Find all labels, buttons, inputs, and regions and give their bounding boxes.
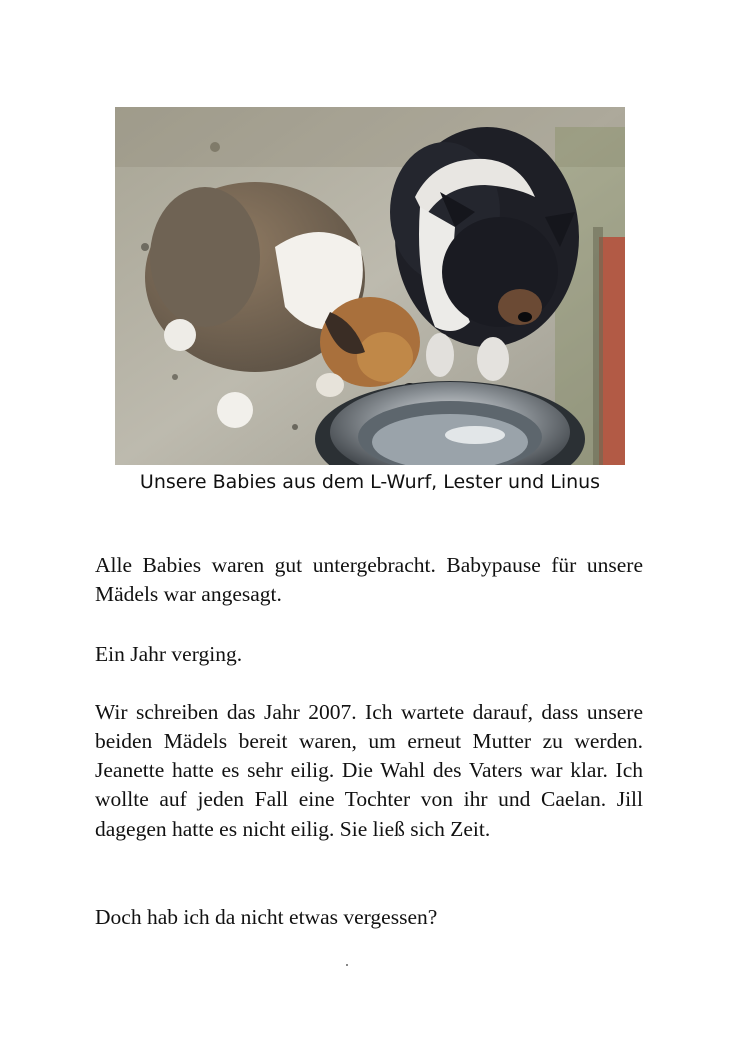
puppies-photo — [115, 107, 625, 465]
paragraph-4: Doch hab ich da nicht etwas vergessen? — [95, 904, 438, 929]
paragraph-3: Wir schreiben das Jahr 2007. Ich wartete darauf, dass unsere beiden Mädels bereit waren, um erneut Mutter zu werden. Jeanette hatte es sehr eilig. Die Wahl des Vaters war klar. Ich wollte auf jeden Fall eine Tochter von ihr und Caelan. Jill dagegen hatte es nicht eilig. Sie ließ sich Zeit. — [95, 699, 643, 841]
paragraph-1: Alle Babies waren gut untergebracht. Babypause für unsere Mädels war angesagt. — [95, 552, 643, 606]
paragraph-2: Ein Jahr verging. — [95, 641, 243, 666]
page-mark — [346, 964, 348, 966]
figure-caption: Unsere Babies aus dem L-Wurf, Lester und Linus — [139, 471, 601, 493]
